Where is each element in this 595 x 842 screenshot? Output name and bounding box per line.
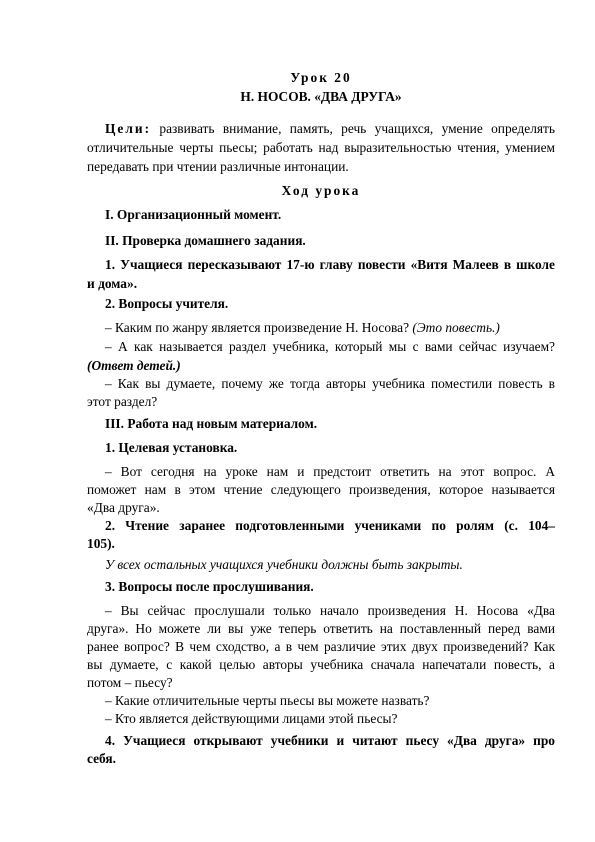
s3-item3-line5: потом – пьесу? [87, 675, 173, 690]
question-1-text: – Каким по жанру является произведение Н. Носова? [105, 320, 413, 335]
s3-item2-line2: 105). [87, 536, 115, 551]
s3-item3-line2: друга». Но можете ли вы уже теперь ответить на поставленный перед вами [87, 621, 555, 636]
lesson-number: Урок 20 [290, 70, 352, 85]
section-3-heading: III. Работа над новым материалом. [105, 416, 318, 431]
s3-item1-heading: 1. Целевая установка. [105, 440, 238, 455]
s2-item1-line1: 1. Учащиеся пересказывают 17-ю главу повести «Витя Малеев в школе [105, 257, 555, 272]
goals-line-2: отличительные черты пьесы; работать над выразительностью чтения, умением [87, 140, 555, 155]
s3-item1-line3: «Два друга». [87, 500, 160, 515]
s3-item3-line1: – Вы сейчас прослушали только начало произведения Н. Носова «Два [105, 603, 555, 618]
s3-item4-line1: 4. Учащиеся открывают учебники и читают пьесу «Два друга» про [105, 733, 555, 748]
question-2-answer: (Ответ детей.) [87, 358, 181, 373]
s3-note: У всех остальных учащихся учебники должны быть закрыты. [105, 557, 463, 572]
question-3-line2: этот раздел? [87, 394, 158, 409]
s3-item2-line1: 2. Чтение заранее подготовленными учениками по ролям (с. 104– [105, 518, 555, 533]
question-1-answer: (Это повесть.) [412, 320, 500, 335]
goals-label: Цели: [105, 121, 152, 136]
s3-item4-line2: себя. [87, 751, 117, 766]
s3-item3-line4: вы думаете, с какой целью авторы учебника сначала напечатали повесть, а [87, 657, 555, 672]
goals-text-1: развивать внимание, память, речь учащихся, умение определять [151, 121, 555, 136]
s3-item1-line2: поможет нам в этом чтение следующего произведения, которое называется [87, 482, 555, 497]
section-2-heading: II. Проверка домашнего задания. [105, 233, 306, 248]
question-3-line1: – Как вы думаете, почему же тогда авторы учебника поместили повесть в [105, 376, 555, 391]
question-2-line1: – А как называется раздел учебника, который мы с вами сейчас изучаем? [105, 339, 555, 354]
s3-item3-line3: ранее вопрос? В чем сходство, а в чем различие этих двух произведений? Как [87, 639, 555, 654]
lesson-topic: Н. НОСОВ. «ДВА ДРУГА» [240, 89, 402, 104]
s3-item3-heading: 3. Вопросы после прослушивания. [105, 579, 314, 594]
goals-line-1 [87, 121, 555, 137]
goals-line-3: передавать при чтении различные интонации. [87, 159, 349, 174]
s2-item2-heading: 2. Вопросы учителя. [105, 296, 229, 311]
course-title: Ход урока [281, 183, 361, 198]
section-1-heading: I. Организационный момент. [105, 207, 282, 222]
s3-item3-question-2: – Какие отличительные черты пьесы вы можете назвать? [105, 693, 430, 708]
s2-item1-line2: и дома». [87, 276, 138, 291]
s3-item3-question-3: – Кто является действующими лицами этой пьесы? [105, 711, 398, 726]
s3-item1-line1: – Вот сегодня на уроке нам и предстоит ответить на этот вопрос. А [105, 464, 555, 479]
question-1 [87, 320, 555, 336]
